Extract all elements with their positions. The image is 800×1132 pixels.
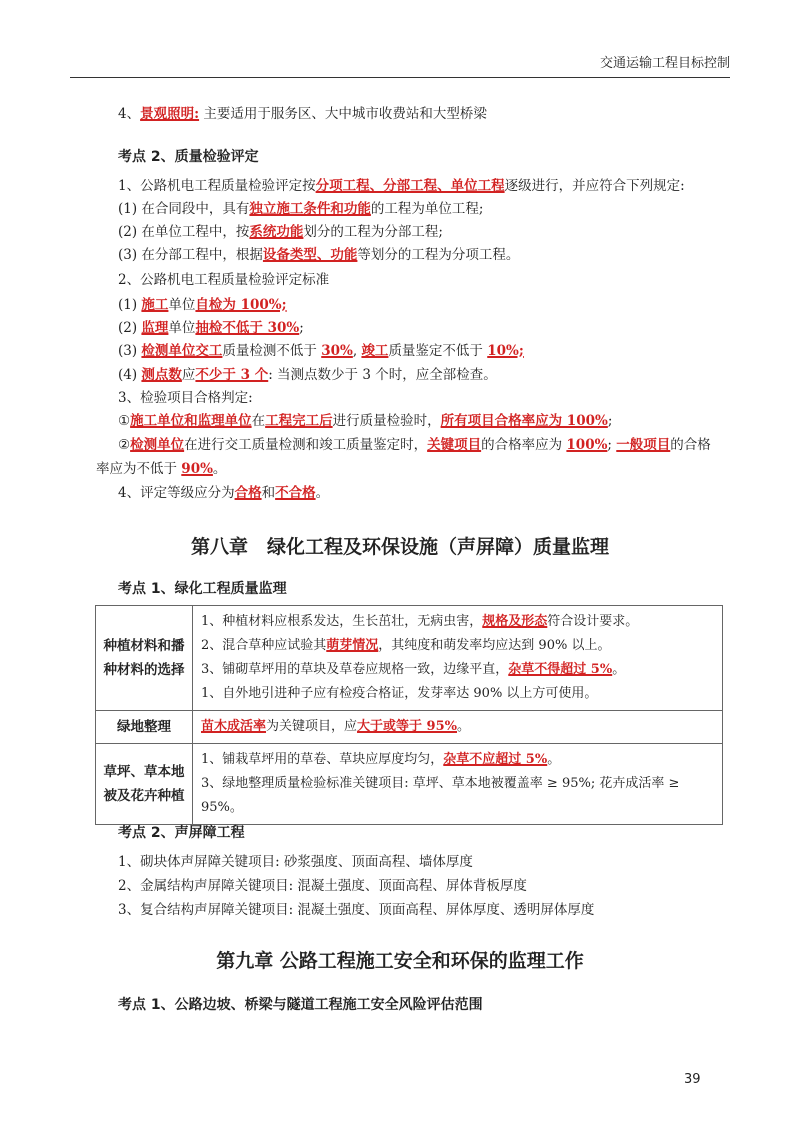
page-number: 39 [684, 1072, 701, 1087]
quality-line-9: (4) 测点数应不少于 3 个: 当测点数少于 3 个时，应全部检查。 [118, 367, 497, 383]
highlight: 检测单位交工 [141, 343, 223, 359]
highlight: 系统功能 [249, 224, 304, 240]
quality-line-2: (1) 在合同段中，具有独立施工条件和功能的工程为单位工程; [118, 201, 484, 217]
sound-barrier-line-1: 1、砌块体声屏障关键项目: 砂浆强度、顶面高程、墙体厚度 [118, 854, 473, 870]
sound-barrier-line-2: 2、金属结构声屏障关键项目: 混凝土强度、顶面高程、屏体背板厚度 [118, 878, 527, 894]
table-row [96, 744, 723, 825]
highlight: 100% [566, 437, 608, 453]
highlight: 设备类型、功能 [262, 247, 358, 263]
highlight: 萌芽情况 [326, 638, 379, 653]
kaodian-2-heading: 考点 2、质量检验评定 [118, 149, 259, 165]
highlight: 施工单位和监理单位 [130, 413, 252, 429]
highlight: 自检为 100%; [195, 297, 287, 313]
table-category-cell: 种植材料和播种材料的选择 [96, 606, 193, 711]
highlight: 监理 [141, 320, 169, 336]
highlight: 合格 [234, 485, 262, 501]
highlight: 苗木成活率 [201, 719, 267, 734]
table-content-cell: 苗木成活率为关键项目，应大于或等于 95%。 [193, 711, 723, 744]
highlight: 检测单位 [130, 437, 185, 453]
highlight: 一般项目 [616, 437, 671, 453]
table-row [96, 606, 723, 711]
chapter-8-title: 第八章 绿化工程及环保设施（声屏障）质量监理 [190, 536, 609, 558]
quality-line-4: (3) 在分部工程中，根据设备类型、功能等划分的工程为分项工程。 [118, 247, 520, 263]
quality-line-7: (2) 监理单位抽检不低于 30%; [118, 320, 304, 336]
quality-line-13: 率应为不低于 90%。 [96, 461, 227, 477]
sound-barrier-line-3: 3、复合结构声屏障关键项目: 混凝土强度、顶面高程、屏体厚度、透明屏体厚度 [118, 902, 595, 918]
header-rule [70, 77, 730, 78]
greening-quality-table [95, 605, 723, 825]
table-category-cell: 绿地整理 [96, 711, 193, 744]
highlight: 测点数 [141, 367, 182, 383]
quality-line-11: ①施工单位和监理单位在工程完工后进行质量检验时，所有项目合格率应为 100%; [118, 413, 613, 429]
chapter-8-kaodian-1-heading: 考点 1、绿化工程质量监理 [118, 581, 287, 597]
highlight: 90% [181, 461, 213, 477]
highlight: 不少于 3 个 [195, 367, 269, 383]
highlight: 工程完工后 [265, 413, 333, 429]
quality-line-3: (2) 在单位工程中，按系统功能划分的工程为分部工程; [118, 224, 443, 240]
quality-line-10: 3、检验项目合格判定: [118, 390, 253, 406]
highlight: 竣工 [361, 343, 389, 359]
highlight: 所有项目合格率应为 100% [440, 413, 608, 429]
table-row [96, 711, 723, 744]
highlight: 抽检不低于 30% [195, 320, 300, 336]
quality-line-8: (3) 检测单位交工质量检测不低于 30%, 竣工质量鉴定不低于 10%; [118, 343, 524, 359]
landscape-lighting-line: 4、景观照明: 主要适用于服务区、大中城市收费站和大型桥梁 [118, 106, 487, 122]
chapter-8-kaodian-2-heading: 考点 2、声屏障工程 [118, 825, 245, 841]
highlight: 不合格 [275, 485, 316, 501]
highlight: 10%; [487, 343, 524, 359]
table-category-cell: 草坪、草本地被及花卉种植 [96, 744, 193, 825]
highlight: 景观照明: [140, 106, 200, 122]
quality-line-6: (1) 施工单位自检为 100%; [118, 297, 287, 313]
highlight: 规格及形态 [482, 614, 548, 629]
quality-line-12: ②检测单位在进行交工质量检测和竣工质量鉴定时，关键项目的合格率应为 100%; 一般项目的合格 [118, 437, 711, 453]
highlight: 杂草不应超过 5% [443, 752, 548, 767]
highlight: 分项工程、分部工程、单位工程 [315, 178, 505, 194]
quality-line-14: 4、评定等级应分为合格和不合格。 [118, 485, 330, 501]
highlight: 杂草不得超过 5% [508, 662, 613, 677]
table-content-cell: 1、铺栽草坪用的草卷、草块应厚度均匀，杂草不应超过 5%。 3、绿地整理质量检验标准关键项目: 草坪、草本地被覆盖率 ≥ 95%; 花卉成活率 ≥ 95%。 [193, 744, 723, 825]
highlight: 大于或等于 95% [357, 719, 458, 734]
highlight: 施工 [141, 297, 169, 313]
highlight: 独立施工条件和功能 [249, 201, 371, 217]
quality-line-1: 1、公路机电工程质量检验评定按分项工程、分部工程、单位工程逐级进行，并应符合下列规定: [118, 178, 685, 194]
running-header: 交通运输工程目标控制 [599, 56, 730, 71]
chapter-9-kaodian-1-heading: 考点 1、公路边坡、桥梁与隧道工程施工安全风险评估范围 [118, 997, 483, 1013]
highlight: 30% [321, 343, 353, 359]
highlight: 关键项目 [427, 437, 482, 453]
quality-line-5: 2、公路机电工程质量检验评定标准 [118, 272, 330, 288]
table-content-cell: 1、种植材料应根系发达，生长茁壮，无病虫害，规格及形态符合设计要求。 2、混合草种应试验其萌芽情况，其纯度和萌发率均应达到 90% 以上。 3、铺砌草坪用的草块及草卷应规格一致，边缘平直，杂草不得超过 5%。 1、自外地引进种子应有检疫合格证，发芽率达 90% 以上方可使用。 [193, 606, 723, 711]
chapter-9-title: 第九章 公路工程施工安全和环保的监理工作 [216, 950, 584, 972]
